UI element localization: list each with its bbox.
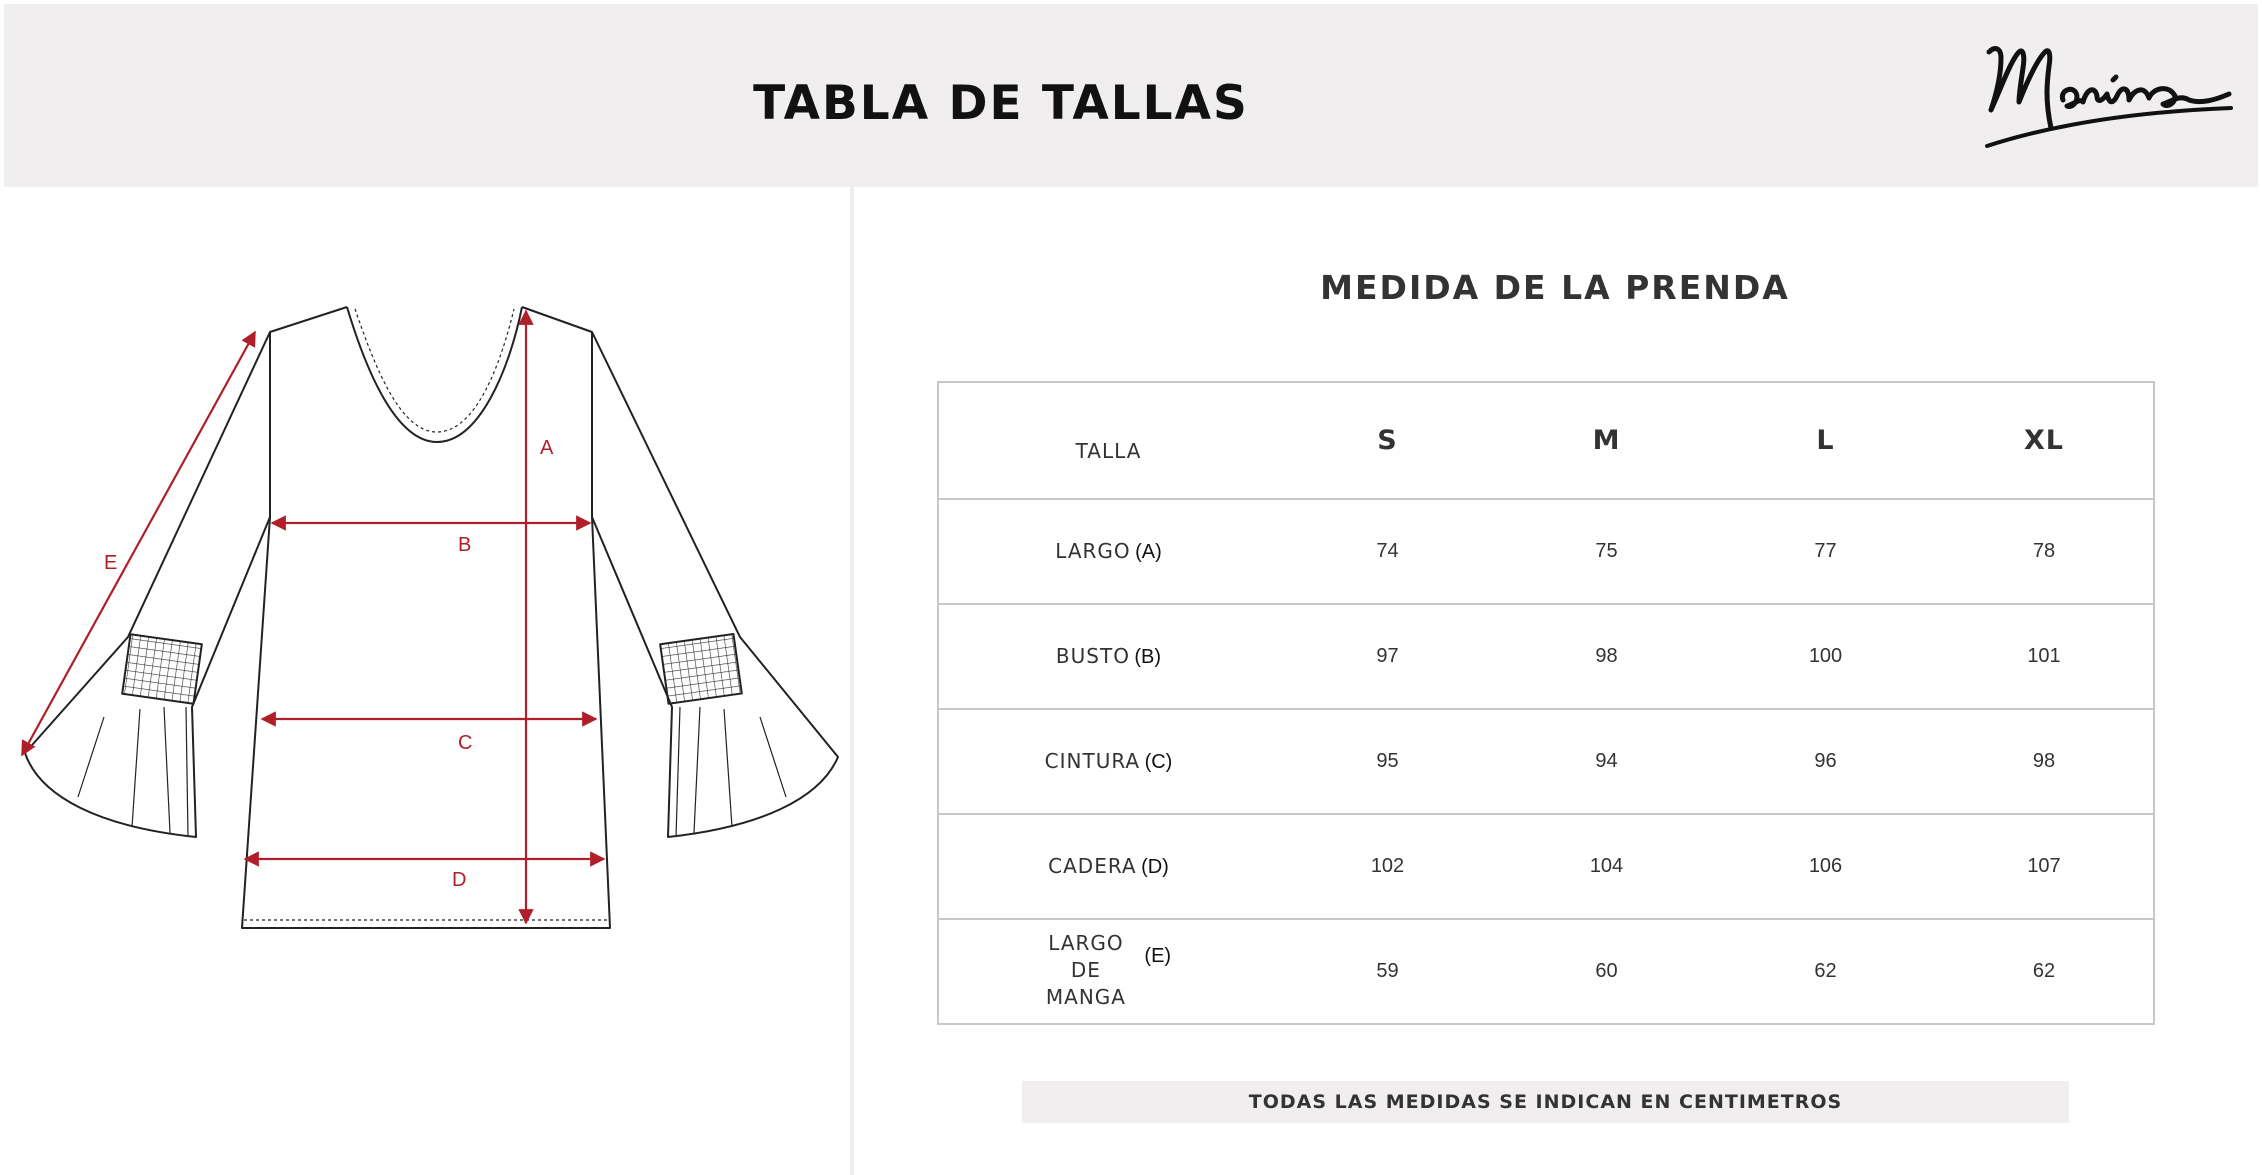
row-label-line: MANGA [1045,985,1126,1009]
row-label-cell [938,919,1278,1024]
row-label-line: DE [1070,958,1101,982]
value-cell: 106 [1716,814,1935,919]
blouse-outline [25,307,838,928]
value-cell: 62 [1716,919,1935,1024]
table-row [938,814,2154,919]
value-cell: 62 [1935,919,2154,1024]
header-cell-size [1278,382,1497,499]
table-row [938,709,2154,814]
value-cell: 97 [1278,604,1497,709]
row-label-cell [938,709,1278,814]
row-code: (D) [1141,856,1169,878]
size-table [937,381,2155,1025]
value-cell: 102 [1278,814,1497,919]
size-l: L [1816,425,1835,456]
measure-a-label: A [540,437,554,459]
row-code: (C) [1144,751,1173,773]
value-cell: 75 [1497,499,1716,604]
row-code: (E) [1144,944,1172,967]
table-row [938,499,2154,604]
value-cell: 60 [1497,919,1716,1024]
column-divider [850,187,854,1175]
talla-label: TALLA [1075,438,1142,463]
header-cell-talla [938,382,1278,499]
header-cell-size [1935,382,2154,499]
measure-d-label: D [452,869,467,891]
size-xl: XL [2023,425,2065,456]
value-cell: 78 [1935,499,2154,604]
value-cell: 100 [1716,604,1935,709]
row-code: (B) [1134,646,1162,668]
measure-b-label: B [458,534,472,556]
row-label-line: LARGO [1048,931,1124,955]
header-cell-size [1716,382,1935,499]
measure-e-label: E [104,552,118,574]
row-label-cell [938,499,1278,604]
table-row [938,604,2154,709]
table-row [938,919,2154,1024]
table-title: MEDIDA DE LA PRENDA [1320,268,1790,307]
header-banner [4,4,2258,187]
value-cell: 98 [1497,604,1716,709]
row-label-cell [938,814,1278,919]
measure-c-label: C [458,732,473,754]
value-cell: 96 [1716,709,1935,814]
size-m: M [1592,425,1621,456]
value-cell: 59 [1278,919,1497,1024]
row-label: LARGO [1055,539,1131,563]
row-label: CADERA [1048,854,1137,878]
size-s: S [1377,425,1398,456]
value-cell: 94 [1497,709,1716,814]
header-cell-size [1497,382,1716,499]
row-code: (A) [1135,541,1162,563]
units-note: TODAS LAS MEDIDAS SE INDICAN EN CENTIMETROS [1022,1081,2069,1123]
value-cell: 77 [1716,499,1935,604]
page-title: TABLA DE TALLAS [753,76,1249,131]
value-cell: 104 [1497,814,1716,919]
value-cell: 98 [1935,709,2154,814]
garment-drawing [0,187,850,1175]
brand-logo [1979,38,2237,154]
value-cell: 74 [1278,499,1497,604]
row-label-multiline [1046,931,1126,1012]
row-label-cell [938,604,1278,709]
row-label: BUSTO [1055,644,1130,668]
row-label: CINTURA [1044,749,1141,773]
table-header-row [938,382,2154,499]
value-cell: 107 [1935,814,2154,919]
value-cell: 95 [1278,709,1497,814]
value-cell: 101 [1935,604,2154,709]
